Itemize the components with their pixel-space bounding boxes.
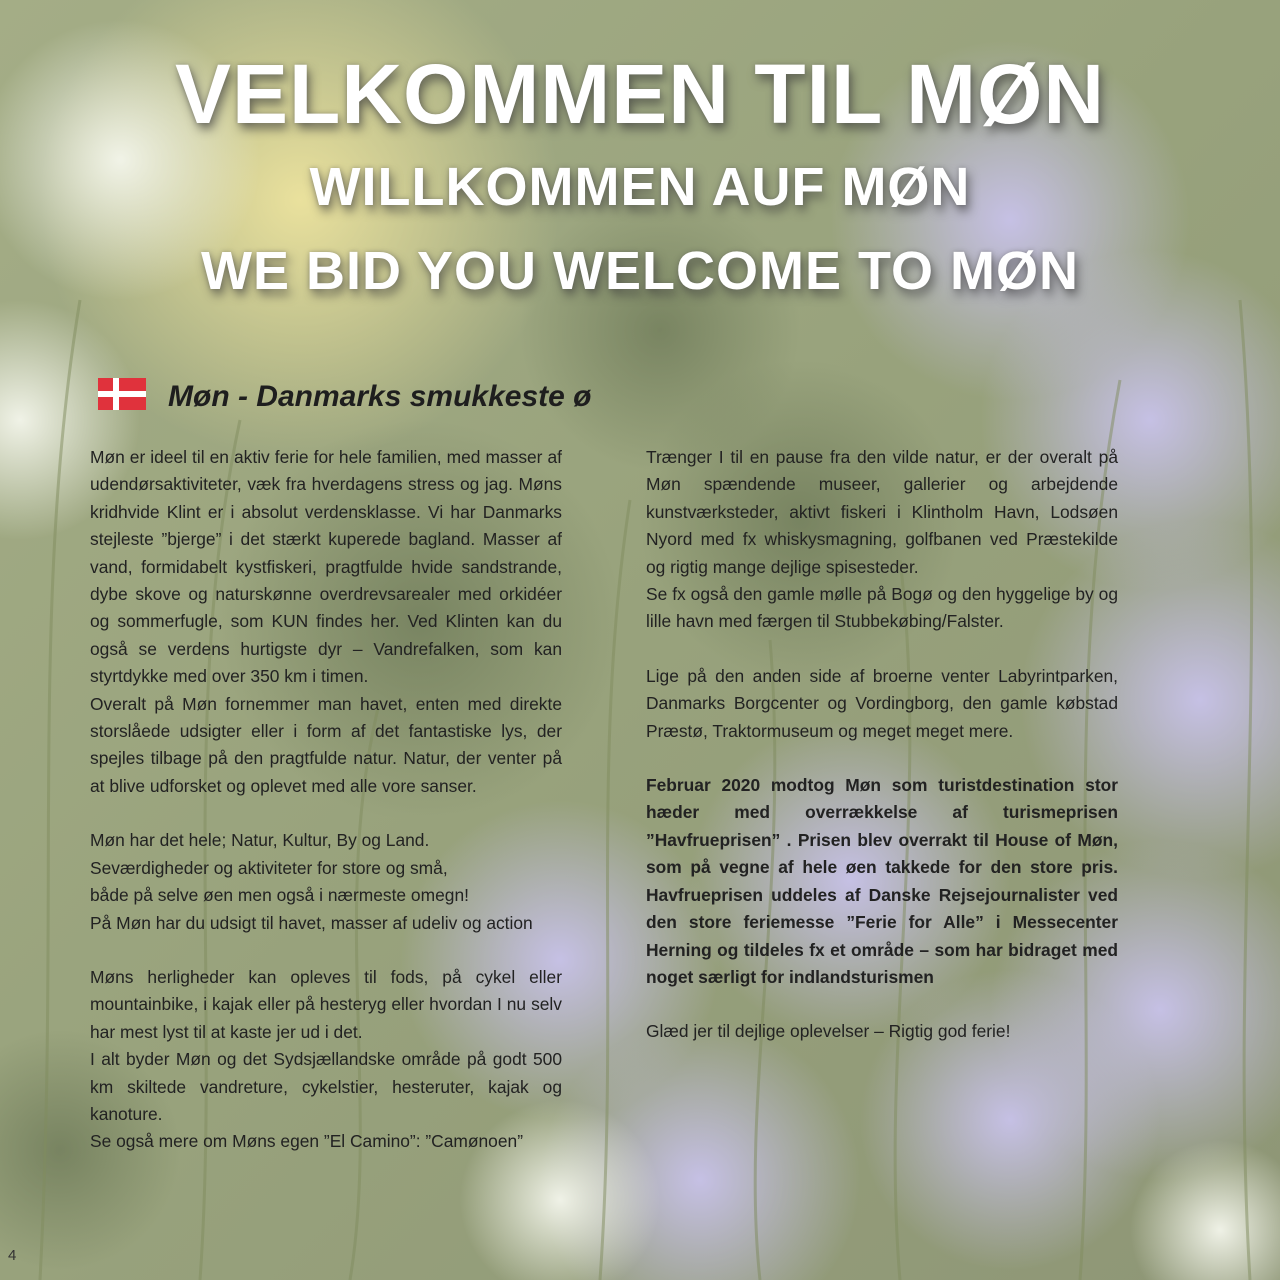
- paragraph: I alt byder Møn og det Sydsjællandske område på godt 500 km skiltede vandreture, cykelstier, hesteruter, kajak og kanoture.: [90, 1049, 562, 1124]
- paragraph: Se fx også den gamle mølle på Bogø og den hyggelige by og lille havn med færgen til Stubbekøbing/Falster.: [646, 584, 1118, 632]
- paragraph: På Møn har du udsigt til havet, masser af udeliv og action: [90, 912, 533, 933]
- title-german: WILLKOMMEN AUF MØN: [309, 157, 971, 217]
- danish-flag-icon: [98, 378, 146, 410]
- right-text-column: [646, 444, 1118, 1046]
- paragraph: Møn har det hele; Natur, Kultur, By og Land.: [90, 830, 430, 851]
- paragraph: Trænger I til en pause fra den vilde natur, er der overalt på Møn spændende museer, gallerier og arbejdende kunstværksteder, aktivt fiskeri i Klintholm Havn, Lodsøen Nyord med fx whiskysmagning, golfbanen ved Præstekilde og rigtig mange dejlige spisesteder.: [646, 447, 1118, 577]
- paragraph: Lige på den anden side af broerne venter Labyrintparken, Danmarks Borgcenter og Vordingborg, den gamle købstad Præstø, Traktormuseum og meget meget mere.: [646, 665, 1118, 741]
- title-danish: VELKOMMEN TIL MØN: [174, 47, 1106, 141]
- award-paragraph: Februar 2020 modtog Møn som turistdestination stor hæder med overrækkelse af turismeprisen ”Havfrueprisen” . Prisen blev overrakt til House of Møn, som på vegne af hele øen takkede for den store pris. Havfrueprisen uddeles af Danske Rejsejournalister ved den store feriemesse ”Ferie for Alle” i Messecenter Herning og tildeles fx et område – som har bidraget med noget særligt for indlandsturismen: [646, 775, 1118, 987]
- paragraph: Møn er ideel til en aktiv ferie for hele familien, med masser af udendørsaktiviteter, væk fra hverdagens stress og jag. Møns kridhvide Klint er i absolut verdensklasse. Vi har Danmarks stejleste ”bjerge” i det stærkt kuperede bagland. Masser af vand, formidabelt kystfiskeri, pragtfulde hvide sandstrande, dybe skove og naturskønne overdrevsarealer med orkidéer og sommerfugle, som KUN findes her. Ved Klinten kan du også se verdens hurtigste dyr – Vandrefalken, som kan styrtdykke med over 350 km i timen.: [90, 447, 562, 687]
- paragraph: både på selve øen men også i nærmeste omegn!: [90, 885, 469, 906]
- section-heading: Møn - Danmarks smukkeste ø: [168, 380, 592, 413]
- paragraph: Se også mere om Møns egen ”El Camino”: ”Camønoen”: [90, 1131, 523, 1152]
- left-text-column: [90, 444, 562, 1156]
- flag-cross-horizontal: [98, 391, 146, 397]
- paragraph: Seværdigheder og aktiviteter for store og små,: [90, 857, 448, 878]
- paragraph: Møns herligheder kan opleves til fods, på cykel eller mountainbike, i kajak eller på hesteryg eller hvordan I nu selv har mest lyst til at kaste jer ud i det.: [90, 966, 562, 1042]
- paragraph: Overalt på Møn fornemmer man havet, enten med direkte storslåede udsigter eller i form af det fantastiske lys, der spejles tilbage på den pragtfulde natur. Natur, der venter på at blive udforsket og oplevet med alle vore sanser.: [90, 693, 562, 796]
- page-number: 4: [8, 1247, 17, 1264]
- title-english: WE BID YOU WELCOME TO MØN: [200, 241, 1079, 301]
- closing-paragraph: Glæd jer til dejlige oplevelser – Rigtig god ferie!: [646, 1021, 1011, 1042]
